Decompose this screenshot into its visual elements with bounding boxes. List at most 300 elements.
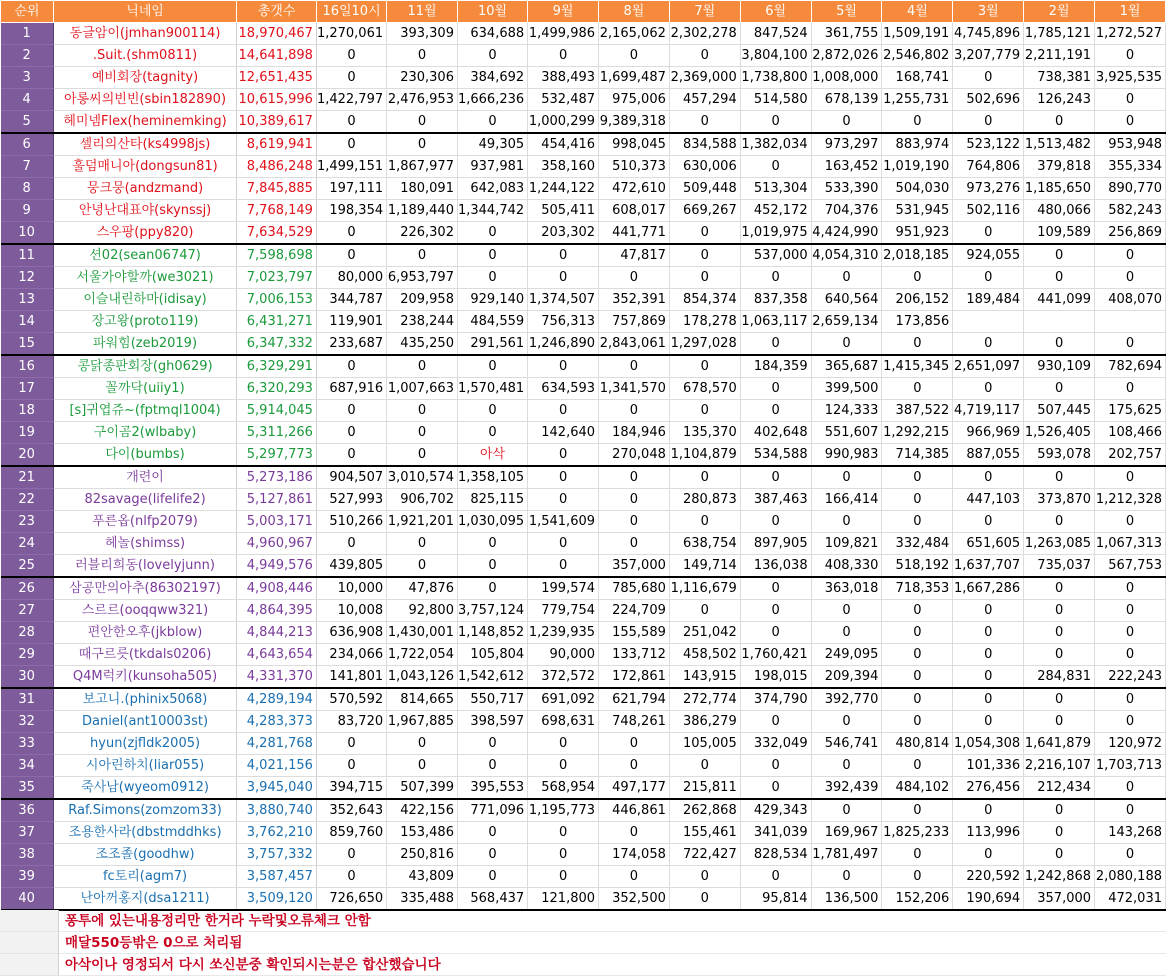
month-value-cell[interactable]: 527,993 <box>316 489 386 511</box>
total-cell[interactable]: 4,908,446 <box>237 577 317 600</box>
month-value-cell[interactable]: 828,534 <box>740 844 811 866</box>
month-value-cell[interactable]: 771,096 <box>457 799 527 822</box>
nickname-cell[interactable]: 이슬내린하마(idisay) <box>53 289 236 311</box>
rank-cell[interactable]: 10 <box>1 222 54 245</box>
month-value-cell[interactable]: 402,648 <box>740 422 811 444</box>
month-value-cell[interactable]: 929,140 <box>457 289 527 311</box>
note-rank-cell[interactable] <box>0 932 59 954</box>
nickname-cell[interactable]: 난아꺼홍지(dsa1211) <box>53 888 236 911</box>
month-value-cell[interactable]: 0 <box>387 133 458 156</box>
month-value-cell[interactable]: 10,000 <box>316 577 386 600</box>
month-value-cell[interactable]: 249,095 <box>811 644 882 666</box>
month-value-cell[interactable]: 0 <box>882 711 953 733</box>
month-value-cell[interactable]: 0 <box>599 511 670 533</box>
month-value-cell[interactable]: 206,152 <box>882 289 953 311</box>
rank-cell[interactable]: 8 <box>1 178 54 200</box>
month-value-cell[interactable]: 0 <box>1095 844 1166 866</box>
month-value-cell[interactable]: 532,487 <box>528 89 599 111</box>
month-value-cell[interactable]: 505,411 <box>528 200 599 222</box>
month-value-cell[interactable]: 0 <box>811 711 882 733</box>
rank-cell[interactable]: 15 <box>1 333 54 356</box>
month-value-cell[interactable]: 357,000 <box>599 555 670 578</box>
month-value-cell[interactable]: 484,559 <box>457 311 527 333</box>
month-value-cell[interactable]: 197,111 <box>316 178 386 200</box>
month-value-cell[interactable]: 514,580 <box>740 89 811 111</box>
month-value-cell[interactable]: 0 <box>811 755 882 777</box>
month-value-cell[interactable]: 2,843,061 <box>599 333 670 356</box>
rank-cell[interactable]: 30 <box>1 666 54 689</box>
month-value-cell[interactable]: 387,463 <box>740 489 811 511</box>
total-cell[interactable]: 7,634,529 <box>237 222 317 245</box>
month-value-cell[interactable]: 332,049 <box>740 733 811 755</box>
month-value-cell[interactable]: 718,353 <box>882 577 953 600</box>
month-value-cell[interactable]: 570,592 <box>316 688 386 711</box>
month-value-cell[interactable]: 1,212,328 <box>1095 489 1166 511</box>
rank-cell[interactable]: 17 <box>1 378 54 400</box>
nickname-cell[interactable]: .Suit.(shm0811) <box>53 45 236 67</box>
month-value-cell[interactable]: 0 <box>811 333 882 356</box>
month-value-cell[interactable]: 0 <box>387 444 458 467</box>
month-value-cell[interactable]: 121,800 <box>528 888 599 911</box>
month-value-cell[interactable]: 280,873 <box>669 489 740 511</box>
month-value-cell[interactable]: 352,643 <box>316 799 386 822</box>
month-value-cell[interactable]: 636,908 <box>316 622 386 644</box>
month-value-cell[interactable]: 1,000,299 <box>528 111 599 134</box>
month-value-cell[interactable]: 640,564 <box>811 289 882 311</box>
month-value-cell[interactable]: 392,439 <box>811 777 882 800</box>
month-value-cell[interactable]: 0 <box>740 600 811 622</box>
total-cell[interactable]: 5,273,186 <box>237 466 317 489</box>
month-value-cell[interactable]: 457,294 <box>669 89 740 111</box>
month-value-cell[interactable]: 1,499,151 <box>316 156 386 178</box>
month-value-cell[interactable]: 726,650 <box>316 888 386 911</box>
month-value-cell[interactable]: 0 <box>669 355 740 378</box>
month-value-cell[interactable]: 687,916 <box>316 378 386 400</box>
month-value-cell[interactable]: 1,667,286 <box>953 577 1024 600</box>
month-value-cell[interactable]: 1,699,487 <box>599 67 670 89</box>
month-value-cell[interactable]: 904,507 <box>316 466 386 489</box>
month-value-cell[interactable]: 537,000 <box>740 244 811 267</box>
rank-cell[interactable]: 24 <box>1 533 54 555</box>
month-value-cell[interactable]: 990,983 <box>811 444 882 467</box>
month-value-cell[interactable]: 1,244,122 <box>528 178 599 200</box>
nickname-cell[interactable]: fc토리(agm7) <box>53 866 236 888</box>
month-value-cell[interactable]: 484,102 <box>882 777 953 800</box>
rank-cell[interactable]: 40 <box>1 888 54 911</box>
month-value-cell[interactable]: 173,856 <box>882 311 953 333</box>
month-value-cell[interactable]: 0 <box>882 866 953 888</box>
month-value-cell[interactable]: 1,239,935 <box>528 622 599 644</box>
rank-cell[interactable]: 2 <box>1 45 54 67</box>
month-value-cell[interactable]: 184,359 <box>740 355 811 378</box>
month-value-cell[interactable]: 1,541,609 <box>528 511 599 533</box>
month-value-cell[interactable]: 92,800 <box>387 600 458 622</box>
rank-cell[interactable]: 3 <box>1 67 54 89</box>
nickname-cell[interactable]: 푸른옵(nlfp2079) <box>53 511 236 533</box>
nickname-cell[interactable]: 스르르(ooqqww321) <box>53 600 236 622</box>
month-value-cell[interactable]: 0 <box>882 267 953 289</box>
month-value-cell[interactable]: 357,000 <box>1024 888 1095 911</box>
month-value-cell[interactable]: 966,969 <box>953 422 1024 444</box>
month-value-cell[interactable]: 756,313 <box>528 311 599 333</box>
month-value-cell[interactable]: 890,770 <box>1095 178 1166 200</box>
month-value-cell[interactable]: 0 <box>740 400 811 422</box>
month-value-cell[interactable]: 0 <box>669 511 740 533</box>
nickname-cell[interactable]: 죽사남(wyeom0912) <box>53 777 236 800</box>
total-cell[interactable]: 10,615,996 <box>237 89 317 111</box>
month-value-cell[interactable]: 178,278 <box>669 311 740 333</box>
nickname-cell[interactable]: hyun(zjfldk2005) <box>53 733 236 755</box>
month-value-cell[interactable]: 454,416 <box>528 133 599 156</box>
month-value-cell[interactable]: 1,344,742 <box>457 200 527 222</box>
month-value-cell[interactable]: 0 <box>1095 600 1166 622</box>
month-value-cell[interactable]: 1,189,440 <box>387 200 458 222</box>
month-value-cell[interactable]: 105,804 <box>457 644 527 666</box>
month-value-cell[interactable]: 510,266 <box>316 511 386 533</box>
month-value-cell[interactable]: 0 <box>740 156 811 178</box>
month-value-cell[interactable]: 764,806 <box>953 156 1024 178</box>
month-value-cell[interactable]: 0 <box>599 400 670 422</box>
month-value-cell[interactable]: 220,592 <box>953 866 1024 888</box>
month-value-cell[interactable]: 아삭 <box>457 444 527 467</box>
month-value-cell[interactable]: 568,437 <box>457 888 527 911</box>
month-value-cell[interactable]: 975,006 <box>599 89 670 111</box>
month-value-cell[interactable]: 0 <box>953 378 1024 400</box>
month-value-cell[interactable]: 1,270,061 <box>316 23 386 45</box>
nickname-cell[interactable]: 보고니.(phinix5068) <box>53 688 236 711</box>
month-value-cell[interactable]: 738,381 <box>1024 67 1095 89</box>
month-value-cell[interactable]: 0 <box>811 799 882 822</box>
nickname-cell[interactable]: Q4M럭키(kunsoha505) <box>53 666 236 689</box>
month-value-cell[interactable]: 973,276 <box>953 178 1024 200</box>
month-value-cell[interactable]: 1,358,105 <box>457 466 527 489</box>
month-value-cell[interactable]: 209,958 <box>387 289 458 311</box>
month-value-cell[interactable]: 0 <box>882 333 953 356</box>
month-value-cell[interactable]: 0 <box>1095 89 1166 111</box>
month-value-cell[interactable]: 0 <box>740 466 811 489</box>
month-value-cell[interactable]: 1,703,713 <box>1095 755 1166 777</box>
month-value-cell[interactable]: 550,717 <box>457 688 527 711</box>
month-value-cell[interactable]: 0 <box>953 333 1024 356</box>
month-value-cell[interactable]: 0 <box>953 644 1024 666</box>
month-value-cell[interactable]: 0 <box>457 422 527 444</box>
month-value-cell[interactable]: 1,019,190 <box>882 156 953 178</box>
rank-cell[interactable]: 38 <box>1 844 54 866</box>
month-value-cell[interactable]: 0 <box>669 888 740 911</box>
month-value-cell[interactable]: 0 <box>1095 333 1166 356</box>
month-value-cell[interactable]: 1,374,507 <box>528 289 599 311</box>
note-rank-cell[interactable] <box>0 954 59 976</box>
month-value-cell[interactable]: 250,816 <box>387 844 458 866</box>
month-value-cell[interactable]: 497,177 <box>599 777 670 800</box>
month-value-cell[interactable]: 779,754 <box>528 600 599 622</box>
month-value-cell[interactable]: 630,006 <box>669 156 740 178</box>
month-value-cell[interactable]: 1,019,975 <box>740 222 811 245</box>
month-value-cell[interactable]: 1,430,001 <box>387 622 458 644</box>
rank-cell[interactable]: 27 <box>1 600 54 622</box>
total-cell[interactable]: 3,762,210 <box>237 822 317 844</box>
month-value-cell[interactable]: 480,814 <box>882 733 953 755</box>
month-value-cell[interactable]: 0 <box>1095 622 1166 644</box>
month-value-cell[interactable]: 0 <box>1024 644 1095 666</box>
month-value-cell[interactable]: 0 <box>528 355 599 378</box>
month-value-cell[interactable]: 1,785,121 <box>1024 23 1095 45</box>
month-value-cell[interactable]: 0 <box>387 244 458 267</box>
month-value-cell[interactable]: 0 <box>953 511 1024 533</box>
month-value-cell[interactable]: 0 <box>669 600 740 622</box>
month-value-cell[interactable]: 634,593 <box>528 378 599 400</box>
month-value-cell[interactable]: 352,391 <box>599 289 670 311</box>
nickname-cell[interactable]: 시아린하치(liar055) <box>53 755 236 777</box>
month-value-cell[interactable]: 332,484 <box>882 533 953 555</box>
month-value-cell[interactable]: 973,297 <box>811 133 882 156</box>
month-value-cell[interactable]: 0 <box>811 600 882 622</box>
month-value-cell[interactable]: 0 <box>316 755 386 777</box>
month-value-cell[interactable]: 1,867,977 <box>387 156 458 178</box>
month-value-cell[interactable]: 1,030,095 <box>457 511 527 533</box>
month-value-cell[interactable]: 0 <box>882 799 953 822</box>
month-value-cell[interactable]: 1,722,054 <box>387 644 458 666</box>
month-value-cell[interactable]: 1,637,707 <box>953 555 1024 578</box>
month-value-cell[interactable]: 4,054,310 <box>811 244 882 267</box>
month-value-cell[interactable]: 458,502 <box>669 644 740 666</box>
month-value-cell[interactable]: 0 <box>528 444 599 467</box>
total-cell[interactable]: 7,023,797 <box>237 267 317 289</box>
month-value-cell[interactable]: 0 <box>953 111 1024 134</box>
month-value-cell[interactable]: 698,631 <box>528 711 599 733</box>
month-value-cell[interactable]: 1,067,313 <box>1095 533 1166 555</box>
month-value-cell[interactable]: 0 <box>669 466 740 489</box>
month-value-cell[interactable]: 136,500 <box>811 888 882 911</box>
month-value-cell[interactable]: 172,861 <box>599 666 670 689</box>
month-value-cell[interactable]: 2,216,107 <box>1024 755 1095 777</box>
month-value-cell[interactable]: 133,712 <box>599 644 670 666</box>
rank-cell[interactable]: 11 <box>1 244 54 267</box>
month-value-cell[interactable]: 1,255,731 <box>882 89 953 111</box>
total-cell[interactable]: 7,768,149 <box>237 200 317 222</box>
month-value-cell[interactable]: 0 <box>953 466 1024 489</box>
month-value-cell[interactable]: 0 <box>882 844 953 866</box>
month-value-cell[interactable]: 906,702 <box>387 489 458 511</box>
total-cell[interactable]: 3,757,332 <box>237 844 317 866</box>
month-value-cell[interactable]: 0 <box>953 711 1024 733</box>
month-value-cell[interactable]: 168,741 <box>882 67 953 89</box>
month-value-cell[interactable]: 238,244 <box>387 311 458 333</box>
month-value-cell[interactable]: 0 <box>387 533 458 555</box>
month-value-cell[interactable]: 0 <box>457 844 527 866</box>
month-value-cell[interactable]: 0 <box>457 733 527 755</box>
month-value-cell[interactable]: 212,434 <box>1024 777 1095 800</box>
month-value-cell[interactable]: 189,484 <box>953 289 1024 311</box>
month-value-cell[interactable]: 174,058 <box>599 844 670 866</box>
month-value-cell[interactable]: 887,055 <box>953 444 1024 467</box>
nickname-cell[interactable]: 안녕난대표야(skynssj) <box>53 200 236 222</box>
rank-cell[interactable]: 6 <box>1 133 54 156</box>
total-cell[interactable]: 18,970,467 <box>237 23 317 45</box>
nickname-cell[interactable]: 헤미넴Flex(heminemking) <box>53 111 236 134</box>
month-value-cell[interactable]: 0 <box>740 711 811 733</box>
rank-cell[interactable]: 12 <box>1 267 54 289</box>
nickname-cell[interactable]: 콩닭종판회장(gh0629) <box>53 355 236 378</box>
month-value-cell[interactable]: 678,139 <box>811 89 882 111</box>
month-value-cell[interactable]: 0 <box>1024 600 1095 622</box>
month-value-cell[interactable]: 1,104,879 <box>669 444 740 467</box>
month-value-cell[interactable]: 234,066 <box>316 644 386 666</box>
month-value-cell[interactable]: 441,771 <box>599 222 670 245</box>
nickname-cell[interactable]: 82savage(lifelife2) <box>53 489 236 511</box>
month-value-cell[interactable]: 0 <box>528 733 599 755</box>
month-value-cell[interactable]: 0 <box>316 866 386 888</box>
month-value-cell[interactable]: 582,243 <box>1095 200 1166 222</box>
month-value-cell[interactable]: 0 <box>1024 244 1095 267</box>
month-value-cell[interactable]: 341,039 <box>740 822 811 844</box>
column-header[interactable]: 4월 <box>882 1 953 23</box>
month-value-cell[interactable]: 502,696 <box>953 89 1024 111</box>
total-cell[interactable]: 12,651,435 <box>237 67 317 89</box>
month-value-cell[interactable]: 374,790 <box>740 688 811 711</box>
month-value-cell[interactable]: 230,306 <box>387 67 458 89</box>
total-cell[interactable]: 3,587,457 <box>237 866 317 888</box>
month-value-cell[interactable]: 0 <box>811 267 882 289</box>
month-value-cell[interactable]: 0 <box>953 799 1024 822</box>
month-value-cell[interactable]: 101,336 <box>953 755 1024 777</box>
month-value-cell[interactable]: 0 <box>953 688 1024 711</box>
month-value-cell[interactable]: 757,869 <box>599 311 670 333</box>
nickname-cell[interactable]: 파워힘(zeb2019) <box>53 333 236 356</box>
month-value-cell[interactable]: 0 <box>811 511 882 533</box>
month-value-cell[interactable]: 883,974 <box>882 133 953 156</box>
month-value-cell[interactable]: 0 <box>316 67 386 89</box>
month-value-cell[interactable]: 0 <box>528 489 599 511</box>
month-value-cell[interactable]: 0 <box>316 111 386 134</box>
month-value-cell[interactable]: 1,738,800 <box>740 67 811 89</box>
month-value-cell[interactable]: 0 <box>316 400 386 422</box>
month-value-cell[interactable]: 2,018,185 <box>882 244 953 267</box>
total-cell[interactable]: 4,949,576 <box>237 555 317 578</box>
total-cell[interactable]: 14,641,898 <box>237 45 317 67</box>
month-value-cell[interactable]: 0 <box>953 600 1024 622</box>
month-value-cell[interactable]: 2,659,134 <box>811 311 882 333</box>
month-value-cell[interactable]: 704,376 <box>811 200 882 222</box>
month-value-cell[interactable]: 0 <box>882 378 953 400</box>
month-value-cell[interactable]: 735,037 <box>1024 555 1095 578</box>
rank-cell[interactable]: 32 <box>1 711 54 733</box>
total-cell[interactable]: 4,643,654 <box>237 644 317 666</box>
month-value-cell[interactable]: 513,304 <box>740 178 811 200</box>
rank-cell[interactable]: 16 <box>1 355 54 378</box>
month-value-cell[interactable]: 4,424,990 <box>811 222 882 245</box>
month-value-cell[interactable]: 2,080,188 <box>1095 866 1166 888</box>
rank-cell[interactable]: 36 <box>1 799 54 822</box>
total-cell[interactable]: 4,283,373 <box>237 711 317 733</box>
month-value-cell[interactable]: 0 <box>740 866 811 888</box>
month-value-cell[interactable]: 0 <box>1024 711 1095 733</box>
month-value-cell[interactable]: 166,414 <box>811 489 882 511</box>
rank-cell[interactable]: 19 <box>1 422 54 444</box>
month-value-cell[interactable]: 0 <box>1095 378 1166 400</box>
rank-cell[interactable]: 28 <box>1 622 54 644</box>
column-header[interactable]: 8월 <box>599 1 670 23</box>
month-value-cell[interactable]: 3,925,535 <box>1095 67 1166 89</box>
month-value-cell[interactable]: 43,809 <box>387 866 458 888</box>
month-value-cell[interactable]: 534,588 <box>740 444 811 467</box>
month-value-cell[interactable]: 0 <box>669 866 740 888</box>
month-value-cell[interactable]: 408,070 <box>1095 289 1166 311</box>
month-value-cell[interactable]: 143,915 <box>669 666 740 689</box>
month-value-cell[interactable]: 291,561 <box>457 333 527 356</box>
month-value-cell[interactable]: 998,045 <box>599 133 670 156</box>
column-header[interactable]: 2월 <box>1024 1 1095 23</box>
month-value-cell[interactable]: 384,692 <box>457 67 527 89</box>
month-value-cell[interactable]: 0 <box>457 267 527 289</box>
rank-cell[interactable]: 39 <box>1 866 54 888</box>
month-value-cell[interactable]: 847,524 <box>740 23 811 45</box>
month-value-cell[interactable]: 722,427 <box>669 844 740 866</box>
month-value-cell[interactable]: 0 <box>953 844 1024 866</box>
note-rank-cell[interactable] <box>0 910 59 932</box>
month-value-cell[interactable]: 480,066 <box>1024 200 1095 222</box>
month-value-cell[interactable]: 0 <box>669 244 740 267</box>
month-value-cell[interactable]: 0 <box>882 666 953 689</box>
month-value-cell[interactable]: 136,038 <box>740 555 811 578</box>
month-value-cell[interactable]: 363,018 <box>811 577 882 600</box>
month-value-cell[interactable]: 951,923 <box>882 222 953 245</box>
rank-cell[interactable]: 31 <box>1 688 54 711</box>
month-value-cell[interactable]: 0 <box>1024 511 1095 533</box>
month-value-cell[interactable]: 0 <box>457 533 527 555</box>
total-cell[interactable]: 7,006,153 <box>237 289 317 311</box>
month-value-cell[interactable]: 0 <box>811 866 882 888</box>
rank-cell[interactable]: 37 <box>1 822 54 844</box>
month-value-cell[interactable]: 1,499,986 <box>528 23 599 45</box>
total-cell[interactable]: 4,331,370 <box>237 666 317 689</box>
month-value-cell[interactable]: 379,818 <box>1024 156 1095 178</box>
month-value-cell[interactable]: 0 <box>1095 777 1166 800</box>
total-cell[interactable]: 3,509,120 <box>237 888 317 911</box>
month-value-cell[interactable]: 0 <box>1095 577 1166 600</box>
month-value-cell[interactable]: 0 <box>599 733 670 755</box>
month-value-cell[interactable]: 233,687 <box>316 333 386 356</box>
month-value-cell[interactable]: 0 <box>457 755 527 777</box>
month-value-cell[interactable]: 0 <box>1095 45 1166 67</box>
month-value-cell[interactable]: 215,811 <box>669 777 740 800</box>
month-value-cell[interactable]: 262,868 <box>669 799 740 822</box>
month-value-cell[interactable]: 2,302,278 <box>669 23 740 45</box>
total-cell[interactable]: 4,289,194 <box>237 688 317 711</box>
month-value-cell[interactable]: 1,148,852 <box>457 622 527 644</box>
month-value-cell[interactable]: 256,869 <box>1095 222 1166 245</box>
month-value-cell[interactable]: 593,078 <box>1024 444 1095 467</box>
nickname-cell[interactable]: 삼공만의아추(86302197) <box>53 577 236 600</box>
month-value-cell[interactable]: 209,394 <box>811 666 882 689</box>
month-value-cell[interactable]: 49,305 <box>457 133 527 156</box>
month-value-cell[interactable]: 0 <box>599 45 670 67</box>
month-value-cell[interactable]: 175,625 <box>1095 400 1166 422</box>
month-value-cell[interactable]: 352,500 <box>599 888 670 911</box>
month-value-cell[interactable]: 180,091 <box>387 178 458 200</box>
nickname-cell[interactable]: 아롱씨의빈빈(sbin182890) <box>53 89 236 111</box>
month-value-cell[interactable]: 2,476,953 <box>387 89 458 111</box>
month-value-cell[interactable]: 10,008 <box>316 600 386 622</box>
month-value-cell[interactable]: 190,694 <box>953 888 1024 911</box>
rank-cell[interactable]: 35 <box>1 777 54 800</box>
month-value-cell[interactable]: 155,461 <box>669 822 740 844</box>
month-value-cell[interactable]: 163,452 <box>811 156 882 178</box>
total-cell[interactable]: 7,598,698 <box>237 244 317 267</box>
month-value-cell[interactable]: 0 <box>599 267 670 289</box>
month-value-cell[interactable]: 0 <box>316 533 386 555</box>
month-value-cell[interactable]: 399,500 <box>811 378 882 400</box>
